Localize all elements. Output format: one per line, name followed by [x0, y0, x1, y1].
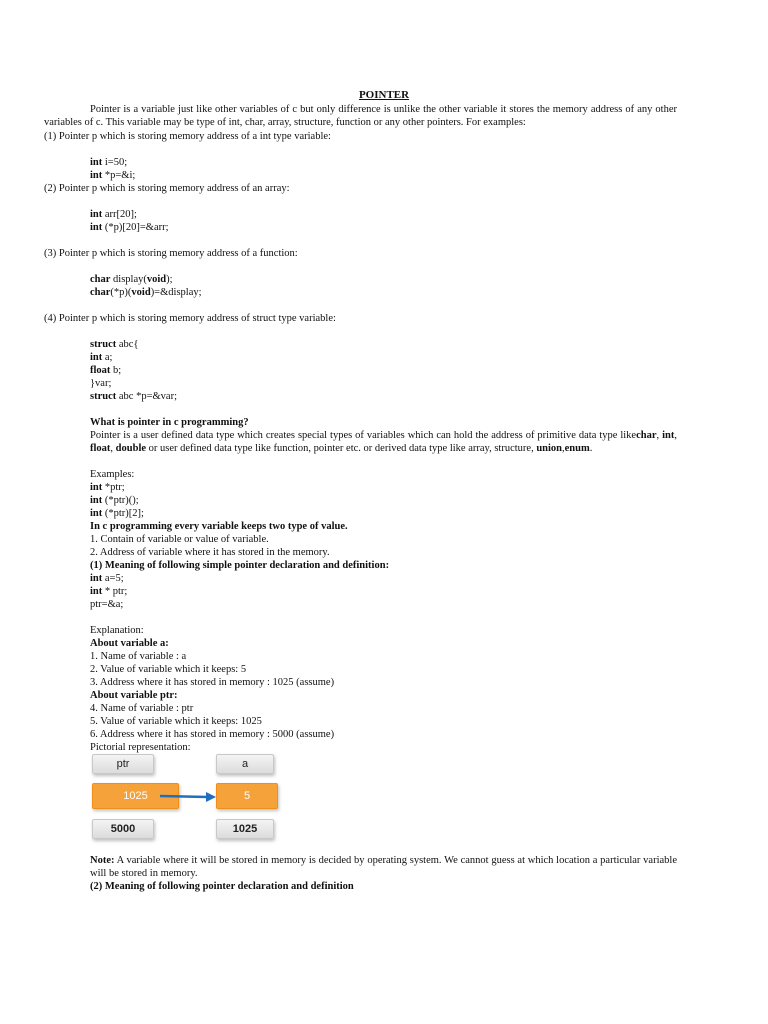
arrow-head	[206, 792, 216, 802]
keyword: char	[90, 274, 111, 285]
intro-paragraph: Pointer is a variable just like other variables of c but only difference is unlike the other variable it stores the memory address of any other variables of c. This variable may be type of int, char, array, structure, function or any other pointers. For examples:	[44, 104, 677, 128]
code-line	[90, 286, 202, 299]
note-label: Note:	[90, 855, 115, 866]
code-line	[90, 221, 169, 234]
arrow-shaft	[160, 796, 208, 797]
keyword: struct	[90, 339, 117, 350]
paragraph-text: Pointer is a user defined data type which creates special types of variables which can hold the address of primitive data type like	[90, 430, 637, 441]
keyword: float	[90, 443, 111, 454]
keyword: double	[115, 443, 147, 454]
code-line: ptr=&a;	[90, 599, 124, 610]
pictorial-label: Pictorial representation:	[90, 742, 191, 753]
punctuation: .	[589, 443, 593, 454]
keyword: char	[90, 287, 111, 298]
list-item: 1. Contain of variable or value of variable.	[90, 534, 269, 545]
code-line	[90, 273, 173, 286]
subheading: About variable a:	[90, 638, 169, 649]
code-line	[90, 390, 177, 403]
ptr-address-box: 5000	[92, 819, 154, 839]
example-3-heading: (3) Pointer p which is storing memory address of a function:	[44, 248, 298, 259]
list-item: 6. Address where it has stored in memory : 5000 (assume)	[90, 729, 335, 740]
code-line	[90, 156, 127, 169]
keyword: int	[90, 157, 103, 168]
section-heading: What is pointer in c programming?	[90, 417, 249, 428]
code-line	[90, 208, 137, 221]
keyword: char	[636, 430, 657, 441]
code-text: (*p)[20]=&arr;	[102, 222, 169, 233]
punctuation: ,	[656, 430, 663, 441]
code-text: );	[166, 274, 173, 285]
code-text: )=&display;	[150, 287, 202, 298]
keyword: int	[90, 170, 103, 181]
keyword: int	[90, 508, 103, 519]
code-text: * ptr;	[102, 586, 128, 597]
explanation-label: Explanation:	[90, 625, 144, 636]
code-line	[90, 494, 139, 507]
keyword: enum	[564, 443, 590, 454]
keyword: int	[90, 222, 103, 233]
list-item: 2. Value of variable which it keeps: 5	[90, 664, 247, 675]
code-text: arr[20];	[102, 209, 137, 220]
code-text: b;	[110, 365, 122, 376]
section-heading: (2) Meaning of following pointer declaration and definition	[90, 881, 354, 892]
a-address-box: 1025	[216, 819, 274, 839]
code-text: *p=&i;	[102, 170, 136, 181]
code-text: abc{	[116, 339, 139, 350]
list-item: 3. Address where it has stored in memory : 1025 (assume)	[90, 677, 335, 688]
keyword: int	[90, 482, 103, 493]
code-text: a;	[102, 352, 113, 363]
code-text: abc *p=&var;	[116, 391, 177, 402]
keyword: int	[90, 209, 103, 220]
code-text: i=50;	[102, 157, 128, 168]
keyword: int	[90, 495, 103, 506]
keyword: void	[131, 287, 151, 298]
list-item: 2. Address of variable where it has stored in the memory.	[90, 547, 330, 558]
code-text: display(	[110, 274, 147, 285]
section-heading: In c programming every variable keeps two type of value.	[90, 521, 348, 532]
code-text: (*ptr)();	[102, 495, 139, 506]
punctuation: ,	[674, 430, 678, 441]
ptr-name-box: ptr	[92, 754, 154, 774]
section-heading: (1) Meaning of following simple pointer declaration and definition:	[90, 560, 390, 571]
keyword: int	[90, 352, 103, 363]
code-line	[90, 351, 112, 364]
code-line	[90, 481, 125, 494]
code-line	[90, 572, 124, 585]
keyword: int	[90, 586, 103, 597]
code-line	[90, 169, 135, 182]
page-title: POINTER	[358, 89, 410, 101]
list-item: 4. Name of variable : ptr	[90, 703, 194, 714]
example-2-heading: (2) Pointer p which is storing memory address of an array:	[44, 183, 290, 194]
code-text: *ptr;	[102, 482, 125, 493]
subheading: About variable ptr:	[90, 690, 178, 701]
keyword: void	[146, 274, 167, 285]
a-name-box: a	[216, 754, 274, 774]
code-text: (*ptr)[2];	[102, 508, 144, 519]
list-item: 5. Value of variable which it keeps: 1025	[90, 716, 262, 727]
list-item: 1. Name of variable : a	[90, 651, 187, 662]
code-text: a=5;	[102, 573, 124, 584]
note-text: A variable where it will be stored in memory is decided by operating system. We cannot guess at which location a particular variable will be stored in memory.	[90, 855, 677, 879]
keyword: int	[662, 430, 675, 441]
code-line: }var;	[90, 378, 112, 389]
ptr-value-box: 1025	[92, 783, 179, 809]
code-text: (*p)(	[110, 287, 132, 298]
code-line	[90, 364, 121, 377]
definition-paragraph	[90, 429, 677, 455]
note-paragraph	[90, 854, 677, 880]
code-line	[90, 507, 144, 520]
a-value-box: 5	[216, 783, 278, 809]
punctuation: ,	[562, 443, 565, 454]
keyword: struct	[90, 391, 117, 402]
code-line	[90, 585, 127, 598]
punctuation: ,	[110, 443, 116, 454]
examples-label: Examples:	[90, 469, 135, 480]
code-line	[90, 338, 139, 351]
paragraph-text: or user defined data type like function, pointer etc. or derived data type like array, structure,	[146, 443, 537, 454]
keyword: float	[90, 365, 111, 376]
keyword: int	[90, 573, 103, 584]
example-1-heading: (1) Pointer p which is storing memory address of a int type variable:	[44, 131, 331, 142]
keyword: union	[536, 443, 563, 454]
example-4-heading: (4) Pointer p which is storing memory address of struct type variable:	[44, 313, 336, 324]
